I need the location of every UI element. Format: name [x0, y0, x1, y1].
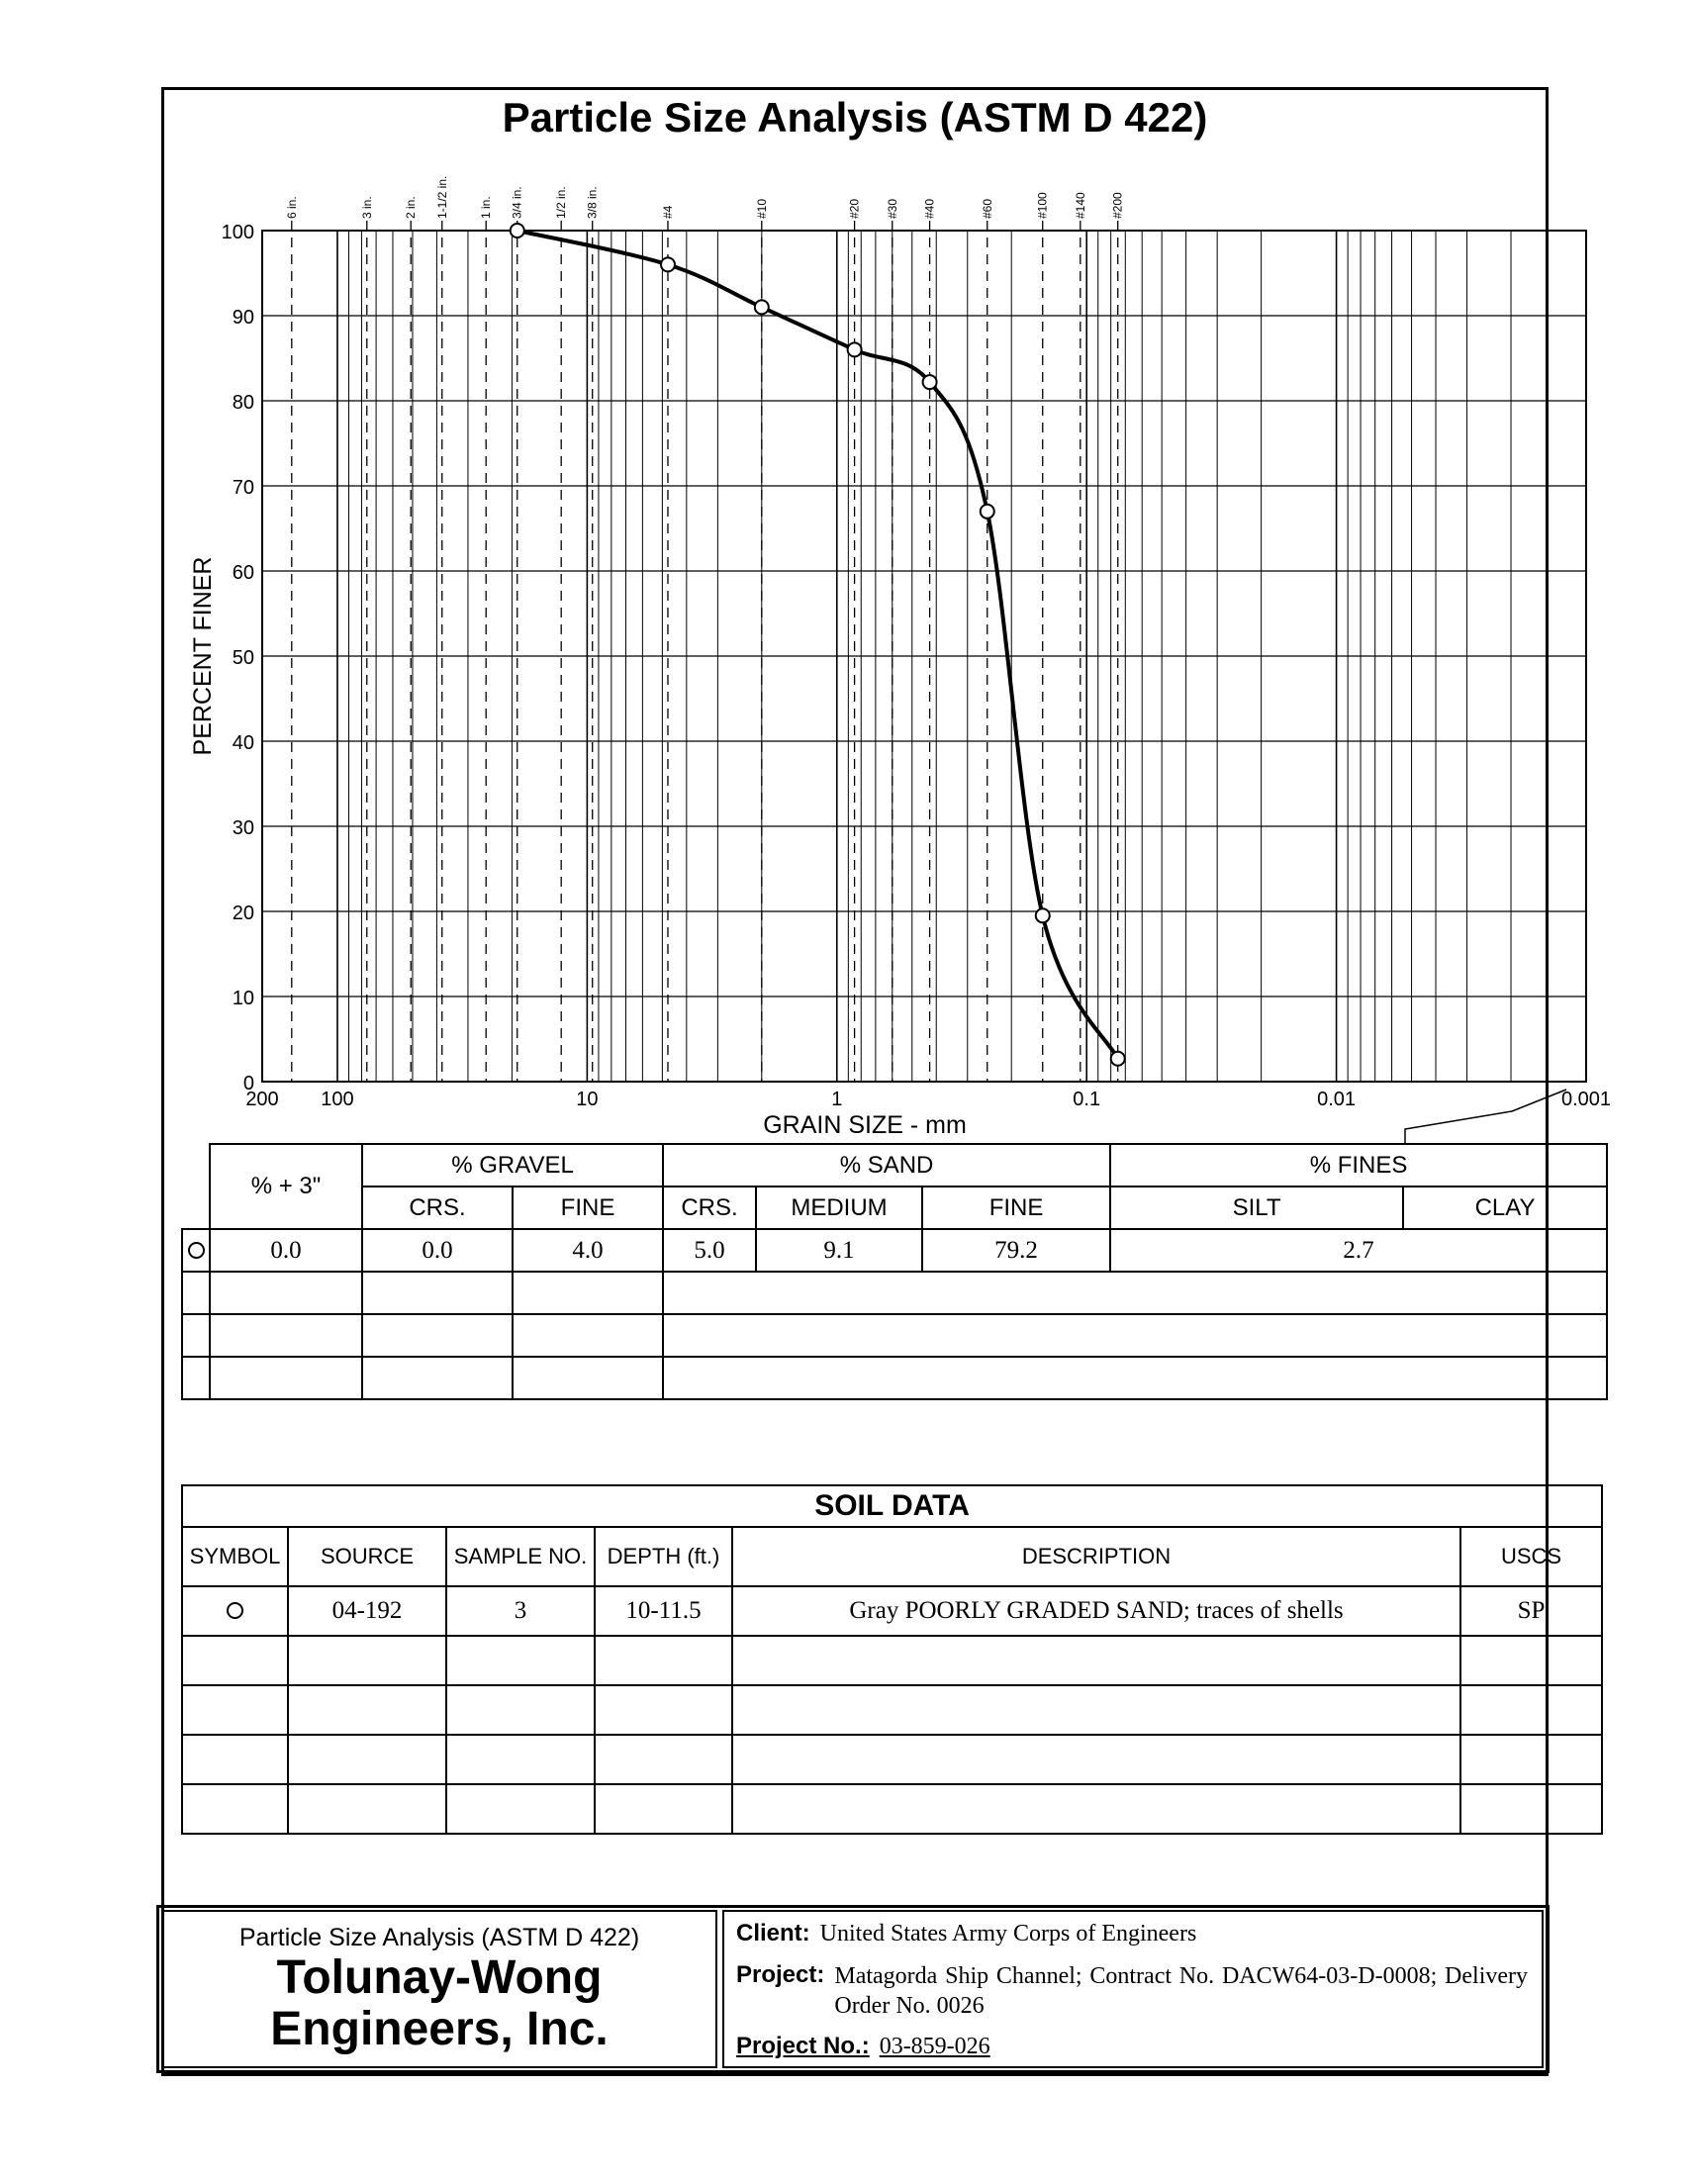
silt-header: SILT — [1110, 1187, 1403, 1229]
company-block — [161, 1910, 717, 2068]
table-row — [182, 1586, 1602, 1636]
sieve-label: #60 — [980, 198, 994, 219]
sieve-label: #40 — [922, 198, 937, 219]
sand-medium-header: MEDIUM — [756, 1187, 922, 1229]
soil-symbol-cell — [182, 1586, 288, 1636]
sieve-label: #20 — [847, 198, 862, 219]
footer-subtitle: Particle Size Analysis (ASTM D 422) — [238, 1924, 640, 1951]
sieve-label: #140 — [1073, 192, 1087, 219]
y-tick-label: 90 — [232, 307, 254, 329]
sieve-label: 1 in. — [479, 196, 494, 219]
sample-header: SAMPLE NO. — [446, 1527, 595, 1586]
y-tick-label: 30 — [232, 817, 254, 839]
y-tick-label: 80 — [232, 392, 254, 414]
gravel-fine-value: 4.0 — [513, 1229, 663, 1272]
uscs-value: SP — [1460, 1586, 1602, 1636]
project-label: Project: — [736, 1961, 825, 1988]
table-row — [182, 1636, 1602, 1685]
data-point — [755, 300, 769, 314]
company-name-line2: Engineers, Inc. — [270, 2003, 609, 2055]
chart-title: Particle Size Analysis (ASTM D 422) — [502, 94, 1208, 141]
x-tick-label: 100 — [321, 1089, 354, 1110]
sieve-label: 3 in. — [359, 196, 374, 219]
table-row — [182, 1357, 1607, 1399]
sieve-label: 1-1/2 in. — [434, 175, 449, 219]
sand-crs-value: 5.0 — [663, 1229, 756, 1272]
source-value: 04-192 — [288, 1586, 446, 1636]
table-row — [182, 1229, 1607, 1272]
table-row — [182, 1272, 1607, 1314]
sieve-label: 2 in. — [404, 196, 419, 219]
clay-header: CLAY — [1403, 1187, 1607, 1229]
y-tick-label: 100 — [221, 222, 254, 243]
fines-value: 2.7 — [1110, 1229, 1607, 1272]
project-no-label: Project No.: — [736, 2033, 870, 2059]
project-block — [722, 1910, 1544, 2068]
sand-header: % SAND — [663, 1144, 1110, 1187]
project-value: Matagorda Ship Channel; Contract No. DACW64-03-D-0008; Delivery Order No. 0026 — [834, 1963, 1528, 2019]
sieve-label: #4 — [660, 205, 675, 219]
table-row — [182, 1735, 1602, 1784]
sieve-label: #10 — [754, 198, 769, 219]
leader-line — [1405, 1090, 1566, 1143]
data-point — [1111, 1052, 1125, 1066]
project-row — [736, 1961, 1528, 2021]
gravel-crs-value: 0.0 — [362, 1229, 513, 1272]
sand-fine-value: 79.2 — [922, 1229, 1110, 1272]
table-row — [182, 1784, 1602, 1834]
data-point — [511, 224, 524, 237]
plus3-value: 0.0 — [210, 1229, 362, 1272]
symbol-cell — [182, 1229, 210, 1272]
sand-fine-header: FINE — [922, 1187, 1110, 1229]
y-tick-label: 0 — [242, 1073, 254, 1094]
x-tick-label: 0.001 — [1560, 1089, 1612, 1110]
depth-header: DEPTH (ft.) — [595, 1527, 732, 1586]
y-tick-label: 40 — [232, 732, 254, 754]
sieve-label: 3/4 in. — [510, 186, 524, 219]
description-header: DESCRIPTION — [732, 1527, 1460, 1586]
y-axis-label: PERCENT FINER — [189, 556, 217, 756]
plus3-header: % + 3" — [210, 1144, 362, 1229]
y-tick-label: 50 — [232, 647, 254, 669]
x-tick-label: 0.01 — [1317, 1089, 1357, 1110]
y-tick-label: 10 — [232, 988, 254, 1009]
soil-data-table — [181, 1484, 1603, 1835]
x-axis-label: GRAIN SIZE - mm — [763, 1111, 967, 1139]
table-row — [182, 1685, 1602, 1735]
data-point — [923, 375, 937, 389]
client-label: Client: — [736, 1920, 810, 1947]
client-row — [736, 1920, 1196, 1947]
gravel-header: % GRAVEL — [362, 1144, 663, 1187]
sieve-label: #100 — [1035, 192, 1050, 219]
x-tick-label: 0.1 — [1073, 1089, 1101, 1110]
sieve-label: 6 in. — [284, 196, 299, 219]
sample-value: 3 — [446, 1586, 595, 1636]
gradation-table — [181, 1143, 1608, 1400]
depth-value: 10-11.5 — [595, 1586, 732, 1636]
uscs-header: USCS — [1460, 1527, 1602, 1586]
symbol-header: SYMBOL — [182, 1527, 288, 1586]
data-point — [661, 257, 675, 271]
client-value: United States Army Corps of Engineers — [819, 1921, 1197, 1947]
y-tick-label: 20 — [232, 902, 254, 924]
circle-symbol-icon — [188, 1242, 205, 1259]
data-point — [848, 342, 862, 356]
sieve-label: #30 — [885, 198, 899, 219]
soil-data-title: SOIL DATA — [182, 1485, 1602, 1527]
source-header: SOURCE — [288, 1527, 446, 1586]
sand-medium-value: 9.1 — [756, 1229, 922, 1272]
fines-header: % FINES — [1110, 1144, 1607, 1187]
data-point — [981, 505, 994, 519]
sand-crs-header: CRS. — [663, 1187, 756, 1229]
y-tick-label: 70 — [232, 477, 254, 499]
sieve-label: #200 — [1110, 192, 1125, 219]
sieve-label: 3/8 in. — [585, 186, 600, 219]
gravel-fine-header: FINE — [513, 1187, 663, 1229]
table-row — [182, 1314, 1607, 1357]
x-tick-label: 10 — [576, 1089, 599, 1110]
gravel-crs-header: CRS. — [362, 1187, 513, 1229]
sieve-label: 1/2 in. — [554, 186, 569, 219]
description-value: Gray POORLY GRADED SAND; traces of shells — [732, 1586, 1460, 1636]
company-name-line1: Tolunay-Wong — [276, 1951, 603, 2004]
circle-symbol-icon — [227, 1602, 243, 1619]
project-no-value: 03-859-026 — [879, 2034, 990, 2059]
x-tick-label: 1 — [831, 1089, 843, 1110]
gradation-curve — [517, 231, 1118, 1059]
y-tick-label: 60 — [232, 562, 254, 584]
data-point — [1036, 908, 1050, 922]
project-no-row — [736, 2033, 990, 2060]
x-tick-label: 200 — [245, 1089, 279, 1110]
